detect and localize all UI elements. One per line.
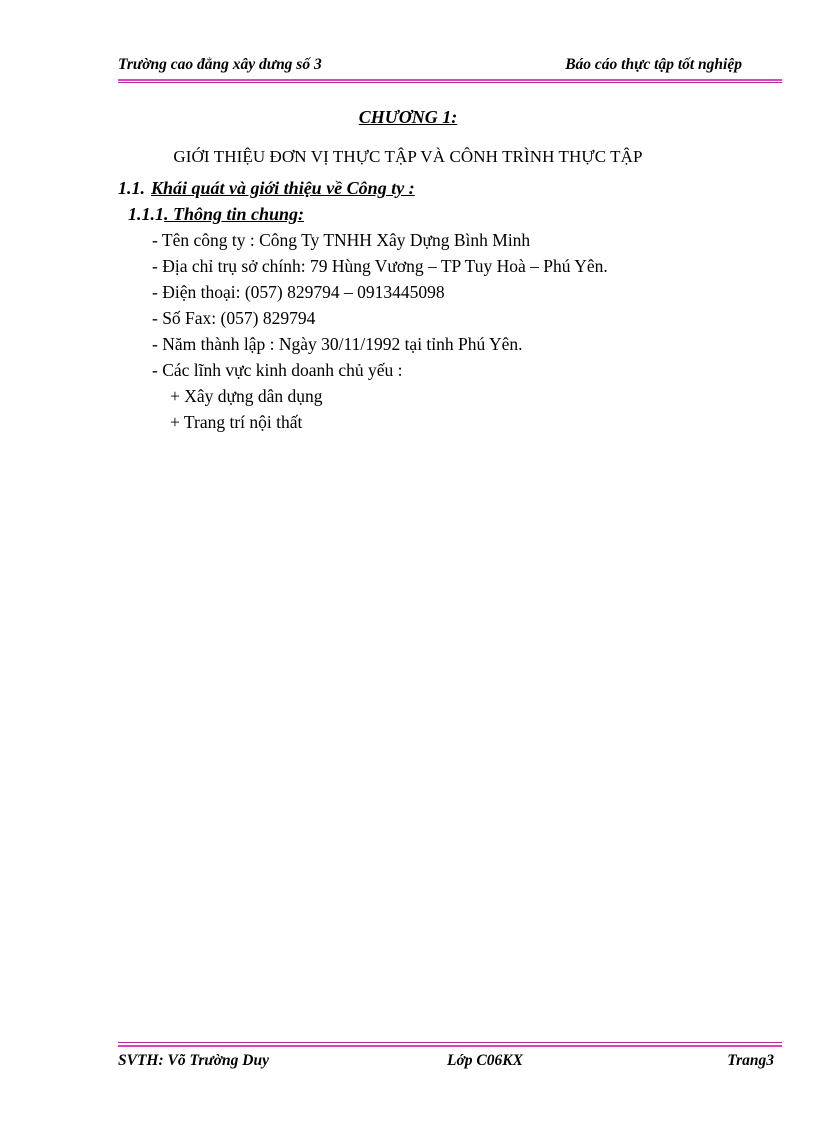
chapter-title: CHƯƠNG 1:	[358, 107, 458, 127]
info-phone: - Điện thoại: (057) 829794 – 0913445098	[152, 282, 445, 302]
info-fax: - Số Fax: (057) 829794	[152, 308, 316, 328]
footer-student: SVTH: Võ Trường Duy	[118, 1052, 269, 1069]
info-founded: - Năm thành lập : Ngày 30/11/1992 tại tỉnh Phú Yên.	[152, 334, 523, 354]
business-item: + Xây dựng dân dụng	[170, 386, 323, 406]
header-school-name: Trường cao đẳng xây dưng số 3	[118, 56, 322, 73]
page-footer	[118, 1052, 782, 1074]
header-rule-thin	[118, 82, 782, 83]
business-item: + Trang trí nội thất	[170, 412, 303, 432]
info-address: - Địa chỉ trụ sở chính: 79 Hùng Vương – TP Tuy Hoà – Phú Yên.	[152, 256, 608, 276]
footer-class: Lớp C06KX	[447, 1052, 523, 1069]
subsection-number: 1.1.1	[128, 204, 164, 224]
chapter-subtitle: GIỚI THIỆU ĐƠN VỊ THỰC TẬP VÀ CÔNH TRÌNH THỰC TẬP	[173, 147, 643, 166]
section-heading	[118, 178, 415, 199]
subsection-title: . Thông tin chung:	[164, 204, 305, 224]
section-number: 1.1.	[118, 178, 145, 198]
info-company-name: - Tên công ty : Công Ty TNHH Xây Dựng Bình Minh	[152, 230, 531, 250]
header-rule	[118, 79, 782, 81]
subsection-heading	[128, 204, 304, 225]
footer-rule	[118, 1045, 782, 1047]
footer-rule-thin	[118, 1042, 782, 1043]
page-header	[118, 56, 782, 78]
footer-page-number: Trang3	[727, 1052, 774, 1069]
info-business-fields: - Các lĩnh vực kinh doanh chủ yếu :	[152, 360, 403, 380]
header-report-title: Báo cáo thực tập tốt nghiệp	[565, 56, 742, 73]
section-title: Khái quát và giới thiệu về Công ty :	[151, 178, 415, 198]
